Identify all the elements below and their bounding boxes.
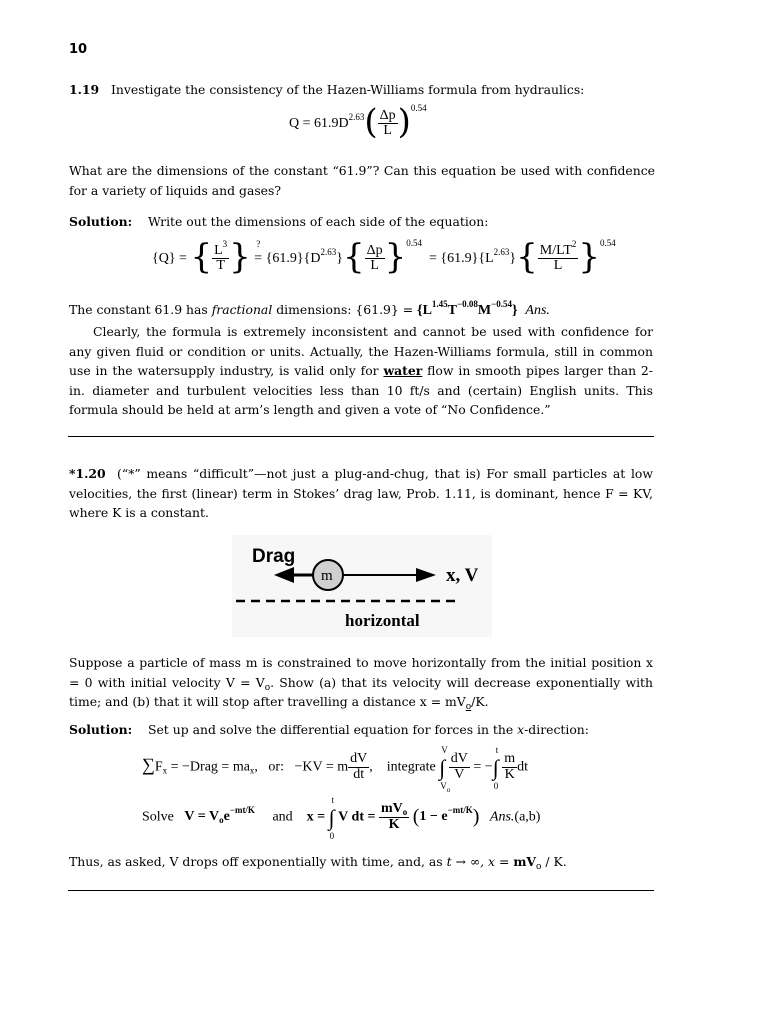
hazen-williams-equation: $Q = 61.9D^{2.63}$( $\frac{\Delta p}{L}$ )$^{0.54}$ (289, 102, 427, 142)
drag-diagram (232, 535, 492, 637)
solution-label: Solution: (69, 722, 133, 737)
motion-label: x, V (446, 565, 479, 586)
sub-o: o (536, 862, 542, 872)
water-word: water (383, 363, 423, 378)
drag-figure (232, 535, 492, 637)
exp-l: 1.45 (431, 299, 448, 309)
problem-label: *1.20 (69, 466, 106, 481)
problem-1-20-statement (69, 464, 653, 523)
sub-o: o (264, 682, 271, 693)
dimensions-result (69, 300, 655, 321)
ans-parts: (a,b) (514, 809, 541, 825)
solution-equation: Solve $V = V_oe^{-mt/K}$ and x = ∫ t 0 V dt = $\frac{mV_o}{K}$ $(1 - e^{-mt/K})$ Ans.(a,b) (142, 795, 541, 842)
result-mid-text: dimensions: {61.9} = (272, 302, 418, 317)
problem-1-20-suppose (69, 653, 653, 712)
limit-t: t → ∞, (446, 854, 489, 869)
solution-1-20-intro (69, 720, 655, 740)
sub-o-2: o (465, 702, 472, 712)
solution-intro-end: -direction: (524, 722, 589, 737)
page-number: 10 (69, 42, 88, 57)
suppose-text-end: /K. (471, 694, 489, 709)
solution-intro-text: Set up and solve the differential equation for forces in the (147, 722, 518, 737)
mv: mV (513, 854, 537, 869)
dim-l: {L (417, 303, 432, 318)
dim-m: M (477, 303, 492, 318)
conclusion (69, 852, 655, 872)
drag-label: Drag (252, 546, 296, 567)
dim-close: } (512, 303, 518, 318)
exp-t: −0.08 (457, 299, 478, 309)
suppose-text: Suppose a particle of mass m is constrained to move horizontally from the initial position x = 0 with initial velocity V = V (69, 655, 653, 690)
fractional-word: fractional (211, 302, 273, 317)
ans-label: Ans. (489, 809, 515, 825)
horizontal-label: horizontal (345, 611, 420, 630)
exp-m: −0.54 (491, 299, 512, 309)
problem-label: 1.19 (69, 82, 100, 97)
equals: = (495, 854, 514, 869)
solution-label: Solution: (69, 214, 133, 229)
dimension-equation: {Q} = { $\frac{L^3}{T}$ } ? = $\{61.9\}\{D^{2.63}\}${ $\frac{\Delta p}{L}$ }$^{0.54} = \{61.9\}\{L^{2.63}\}${ $\frac{M/LT^2}{L}$ }$^{0.54}$ (152, 237, 616, 277)
problem-1-19-discussion (69, 322, 653, 420)
statement-text: Investigate the consistency of the Hazen-Williams formula from hydraulics: (111, 82, 585, 97)
dim-t: T (447, 303, 457, 318)
section-divider (68, 436, 654, 437)
mass-label: m (321, 568, 333, 584)
suppose-text-mid: . Show (a) that its velocity will decrease exponentially with time; and (b) that it will stop after travelling a distance x = mV (69, 674, 653, 709)
solution-intro-text: Write out the dimensions of each side of the equation: (147, 214, 489, 229)
problem-1-19-question: What are the dimensions of the constant “61.9”? Can this equation be used with confidence for a variety of liquids and gases? (69, 163, 655, 198)
velocity-arrowhead (416, 568, 436, 582)
result-text: The constant 61.9 has (69, 302, 212, 317)
discussion-text-end: flow in smooth pipes larger than 2-in. diameter and turbulent velocities less than 10 ft/s and (certain) English units. This formula should be held at arm’s length and given a vote of “No Confidence.” (69, 363, 653, 417)
force-equation: $\sum F_x$ = −Drag = $ma_x$, or: −KV = m $\frac{dV}{dt}$ , integrate ∫ V $V_o$ $\frac{dV}{V}$ = −∫ t 0 $\frac{m}{K}$ dt (142, 745, 528, 795)
problem-1-19-statement (69, 80, 655, 100)
x-var: x (488, 854, 496, 869)
discussion-text: Clearly, the formula is extremely inconsistent and cannot be used with confidence for any given fluid or condition or units. Actually, the Hazen-Williams formula, still in common use in the watersupply industry, is valid only for (69, 324, 653, 378)
ans-label: Ans. (525, 303, 550, 318)
solve-label: Solve (142, 809, 174, 825)
statement-text: (“*” means “difficult”—not just a plug-and-chug, that is) For small particles at low velocities, the first (linear) term in Stokes’ drag law, Prob. 1.11, is dominant, hence F = KV, where K is a constant. (69, 466, 653, 520)
conclusion-text: Thus, as asked, V drops off exponentially with time, and, as (69, 854, 447, 869)
and-label: and (272, 809, 293, 825)
conclusion-end: / K. (541, 854, 567, 869)
bottom-divider (68, 890, 654, 891)
drag-arrowhead (274, 567, 294, 583)
solution-1-19-intro (69, 212, 655, 232)
x-var: x (517, 722, 525, 737)
